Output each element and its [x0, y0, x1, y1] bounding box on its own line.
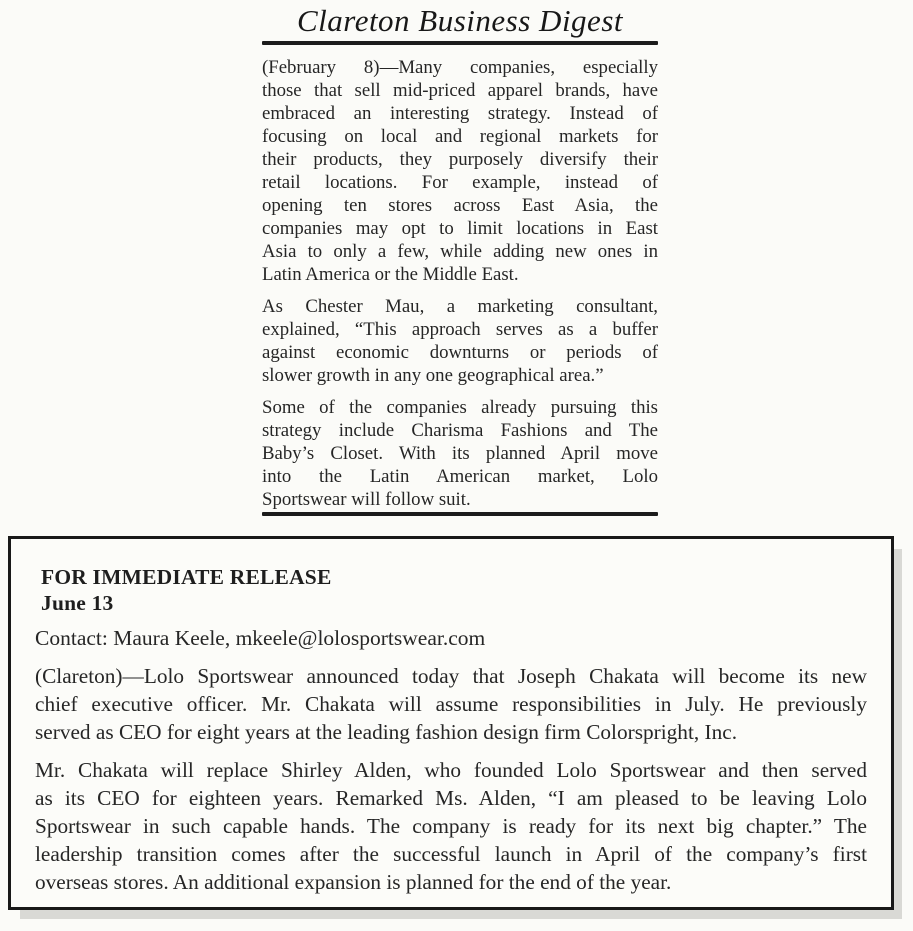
news-article — [262, 0, 658, 516]
text-line: explained, “This approach serves as a buffer — [262, 319, 658, 340]
text-line: opening ten stores across East Asia, the — [262, 195, 658, 216]
text-line: slower growth in any one geographical area.” — [262, 365, 604, 386]
text-line: as its CEO for eighteen years. Remarked Ms. Alden, “I am pleased to be leaving Lolo — [35, 786, 867, 810]
article-title: Clareton Business Digest — [296, 3, 623, 38]
text-line: served as CEO for eight years at the leading fashion design firm Colorspright, Inc. — [35, 720, 738, 744]
press-release-paragraph-2 — [35, 756, 867, 896]
text-line: Latin America or the Middle East. — [262, 264, 519, 285]
article-paragraph-3 — [262, 396, 658, 511]
article-bottom-rule — [262, 512, 658, 516]
text-line: companies may opt to limit locations in East — [262, 218, 658, 239]
text-line: chief executive officer. Mr. Chakata will assume responsibilities in July. He previously — [35, 692, 867, 716]
text-line: (Clareton)—Lolo Sportswear announced today that Joseph Chakata will become its new — [35, 664, 867, 688]
article-body — [262, 45, 658, 511]
press-release-body — [35, 662, 867, 896]
text-line: those that sell mid-priced apparel brands, have — [262, 80, 658, 101]
article-paragraph-2 — [262, 295, 658, 387]
text-line: (February 8)—Many companies, especially — [262, 57, 658, 78]
press-release-box — [8, 536, 894, 910]
text-line: Baby’s Closet. With its planned April move — [262, 443, 658, 464]
text-line: focusing on local and regional markets for — [262, 126, 658, 147]
article-paragraph-1 — [262, 56, 658, 286]
text-line: into the Latin American market, Lolo — [262, 466, 658, 487]
text-line: their products, they purposely diversify their — [262, 149, 658, 170]
text-line: Mr. Chakata will replace Shirley Alden, who founded Lolo Sportswear and then served — [35, 758, 867, 782]
text-line: Sportswear in such capable hands. The company is ready for its next big chapter.” The — [35, 814, 867, 838]
text-line: As Chester Mau, a marketing consultant, — [262, 296, 658, 317]
press-release-heading: FOR IMMEDIATE RELEASE — [41, 565, 332, 589]
text-line: embraced an interesting strategy. Instead of — [262, 103, 658, 124]
text-line: leadership transition comes after the successful launch in April of the company’s first — [35, 842, 867, 866]
press-release-paragraph-1 — [35, 662, 867, 746]
text-line: retail locations. For example, instead of — [262, 172, 658, 193]
text-line: Some of the companies already pursuing this — [262, 397, 658, 418]
press-release-contact-line: Contact: Maura Keele, mkeele@lolosportswear.com — [35, 626, 486, 650]
text-line: Asia to only a few, while adding new ones in — [262, 241, 658, 262]
text-line: overseas stores. An additional expansion is planned for the end of the year. — [35, 870, 672, 894]
text-line: against economic downturns or periods of — [262, 342, 658, 363]
text-line: Sportswear will follow suit. — [262, 489, 471, 510]
text-line: strategy include Charisma Fashions and The — [262, 420, 658, 441]
press-release-date: June 13 — [41, 591, 114, 615]
